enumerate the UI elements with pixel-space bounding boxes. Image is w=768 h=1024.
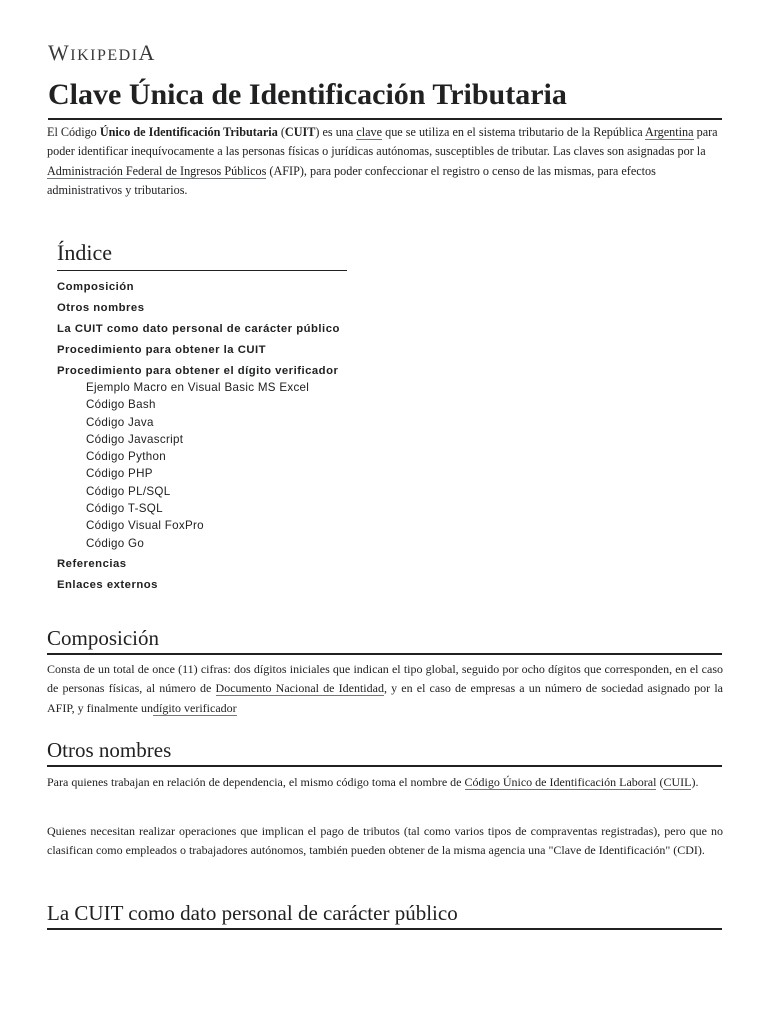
intro-text: para poder identificar inequívocamente a las personas físicas o jurídicas autónomas, susceptibles de tributar. Las claves son asignadas por la — [47, 125, 718, 159]
toc-title: Índice — [57, 238, 347, 271]
toc-subitem-foxpro[interactable]: Código Visual FoxPro — [86, 519, 204, 533]
intro-text: que se utiliza en el sistema tributario de la República — [382, 125, 646, 139]
link-cuil-full[interactable]: Código Único de Identificación Laboral — [464, 775, 657, 789]
otros-text: ( — [656, 775, 664, 789]
toc-subitem-tsql[interactable]: Código T-SQL — [86, 502, 163, 516]
toc-item-cuit-publico[interactable]: La CUIT como dato personal de carácter público — [57, 323, 340, 335]
toc-subitem-macro-excel[interactable]: Ejemplo Macro en Visual Basic MS Excel — [86, 381, 310, 394]
intro-text: (AFIP), para poder confeccionar el registro o censo de las mismas, para efectos administrativos y tributarios. — [47, 163, 656, 197]
toc-item-otros-nombres[interactable]: Otros nombres — [57, 302, 145, 314]
intro-paragraph — [47, 123, 723, 200]
composicion-paragraph — [47, 660, 723, 718]
intro-text: ( — [277, 125, 285, 139]
otros-paragraph-1 — [47, 773, 723, 792]
composicion-text: Consta de un total de once (11) cifras: dos dígitos iniciales que indican el tipo global, seguido por ocho dígitos que corresponden, en el caso de personas físicas, al número de — [47, 662, 723, 696]
toc-subitem-python[interactable]: Código Python — [86, 450, 166, 464]
intro-text: El Código — [47, 125, 100, 139]
otros-text: Para quienes trabajan en relación de dependencia, el mismo código toma el nombre de — [47, 775, 465, 789]
toc-item-procedimiento-cuit[interactable]: Procedimiento para obtener la CUIT — [57, 344, 267, 356]
toc-subitem-php[interactable]: Código PHP — [86, 467, 153, 481]
section-heading-cuit-publico: La CUIT como dato personal de carácter público — [47, 899, 722, 930]
link-argentina[interactable]: Argentina — [645, 125, 694, 139]
wikipedia-logo[interactable] — [48, 40, 156, 66]
toc-subitem-javascript[interactable]: Código Javascript — [86, 432, 184, 446]
page-title: Clave Única de Identificación Tributaria — [48, 76, 722, 120]
link-afip[interactable]: Administración Federal de Ingresos Públicos — [47, 163, 267, 178]
table-of-contents — [57, 238, 357, 596]
toc-subitem-plsql[interactable]: Código PL/SQL — [86, 484, 171, 498]
link-cuil[interactable]: CUIL — [663, 775, 692, 789]
logo-letter-last: A — [138, 40, 156, 65]
toc-subitem-go[interactable]: Código Go — [86, 536, 145, 550]
toc-item-enlaces-externos[interactable]: Enlaces externos — [57, 578, 158, 591]
otros-paragraph-2: Quienes necesitan realizar operaciones que implican el pago de tributos (tal como varios tipos de compraventas registradas), pero que no clasifican como empleados o trabajadores autónomos, también pueden obtener de la misma agencia una "Clave de Identificación" (CDI). — [47, 824, 723, 858]
toc-item-composicion[interactable]: Composición — [57, 281, 135, 293]
intro-bold-acronym: CUIT — [284, 125, 316, 139]
section-heading-otros-nombres: Otros nombres — [47, 736, 722, 767]
logo-letter: W — [48, 40, 71, 65]
toc-subitem-java[interactable]: Código Java — [86, 415, 154, 429]
intro-text: ) es una — [315, 125, 357, 139]
toc-item-referencias[interactable]: Referencias — [57, 557, 127, 570]
section-heading-composicion: Composición — [47, 624, 722, 655]
link-clave[interactable]: clave — [356, 125, 383, 139]
link-digito-verificador[interactable]: dígito verificador — [153, 700, 237, 715]
otros-text: ). — [691, 775, 699, 789]
toc-item-digito-verificador[interactable]: Procedimiento para obtener el dígito verificador — [57, 365, 339, 377]
toc-subitem-bash[interactable]: Código Bash — [86, 398, 156, 412]
link-dni[interactable]: Documento Nacional de Identidad — [215, 681, 384, 696]
intro-bold-term: Único de Identificación Tributaria — [99, 125, 278, 139]
composicion-text: , y en el caso de empresas a un número de sociedad asignado por la AFIP, y finalmente un — [47, 681, 723, 715]
logo-letters: IKIPEDI — [70, 47, 139, 64]
